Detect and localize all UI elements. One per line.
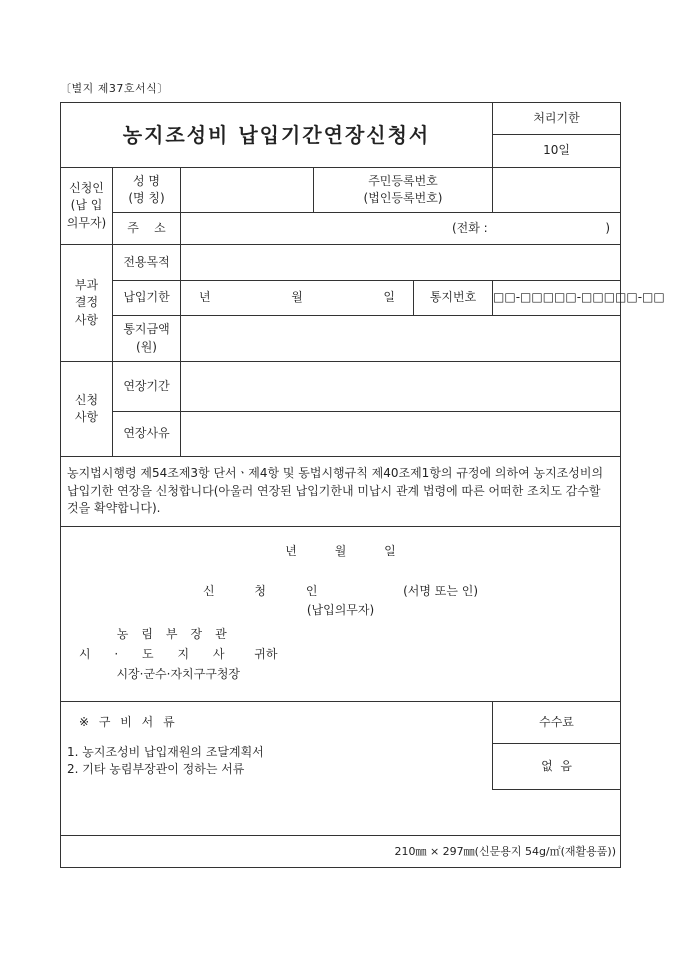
year-label: 년 [199, 290, 211, 305]
processing-label: 처리기한 [493, 103, 621, 135]
fee-spacer [493, 790, 621, 836]
amount-label: 통지금액 (원) [113, 316, 181, 362]
signature-block [61, 527, 620, 701]
id-number-field[interactable] [493, 168, 621, 213]
notice-number-field[interactable]: □□-□□□□□-□□□□□-□□ [493, 281, 621, 316]
day-label: 일 [383, 290, 395, 305]
reason-label: 연장사유 [113, 412, 181, 457]
recipient-governor: 시 · 도 지 사 [79, 646, 225, 661]
recipients [79, 625, 277, 684]
signature-date[interactable]: 년 월 일 [285, 544, 396, 558]
deadline-label: 납입기한 [113, 281, 181, 316]
amount-field[interactable] [181, 316, 621, 362]
documents-list [61, 744, 493, 790]
signer-role: (납입의무자) [306, 603, 375, 617]
form-code: 〔별지 제37호서식〕 [60, 82, 169, 95]
paper-size-footer: 210㎜ × 297㎜(신문용지 54g/㎡(재활용품)) [61, 836, 621, 868]
signer-label: 신 청 인 [203, 584, 336, 598]
document-item: 1. 농지조성비 납입재원의 조달계획서 [67, 744, 264, 759]
recipient-mayor: 시장·군수·자치구구청장 [116, 666, 241, 681]
phone-close: ) [605, 220, 611, 235]
request-section-label: 신청 사항 [61, 362, 113, 457]
fee-value: 없 음 [493, 744, 621, 790]
address-field[interactable] [181, 213, 621, 245]
purpose-label: 전용목적 [113, 245, 181, 281]
address-label: 주 소 [113, 213, 181, 245]
documents-header: ※ 구 비 서 류 [61, 702, 493, 744]
purpose-field[interactable] [181, 245, 621, 281]
recipient-minister: 농림부장관 [116, 627, 240, 641]
documents-spacer [61, 790, 493, 836]
statement-text: 농지법시행령 제54조제3항 단서ㆍ제4항 및 동법시행규칙 제40조제1항의 규정에 의하여 농지조성비의 납입기한 연장을 신청합니다(아울러 연장된 납입기한내 미납시 관계 법령에 따른 어떠한 조치도 감수할 것을 확약합니다). [61, 457, 621, 527]
document-item: 2. 기타 농림부장관이 정하는 서류 [67, 761, 245, 776]
period-label: 연장기간 [113, 362, 181, 412]
name-label: 성 명 (명 칭) [113, 168, 181, 213]
deadline-date-field[interactable] [181, 281, 414, 316]
sign-note: (서명 또는 인) [403, 584, 479, 598]
notice-number-label: 통지번호 [414, 281, 493, 316]
month-label: 월 [291, 290, 303, 305]
processing-value: 10일 [493, 135, 621, 168]
assessment-section-label: 부과 결정 사항 [61, 245, 113, 362]
application-form [60, 102, 665, 868]
applicant-section-label: 신청인 (납 입 의무자) [61, 168, 113, 245]
name-field[interactable] [181, 168, 314, 213]
id-number-label: 주민등록번호 (법인등록번호) [314, 168, 493, 213]
recipient-honorific: 귀하 [254, 646, 278, 661]
form-title: 농지조성비 납입기간연장신청서 [61, 103, 493, 168]
reason-field[interactable] [181, 412, 621, 457]
fee-label: 수수료 [493, 702, 621, 744]
phone-label: (전화 : [451, 220, 488, 235]
period-field[interactable] [181, 362, 621, 412]
